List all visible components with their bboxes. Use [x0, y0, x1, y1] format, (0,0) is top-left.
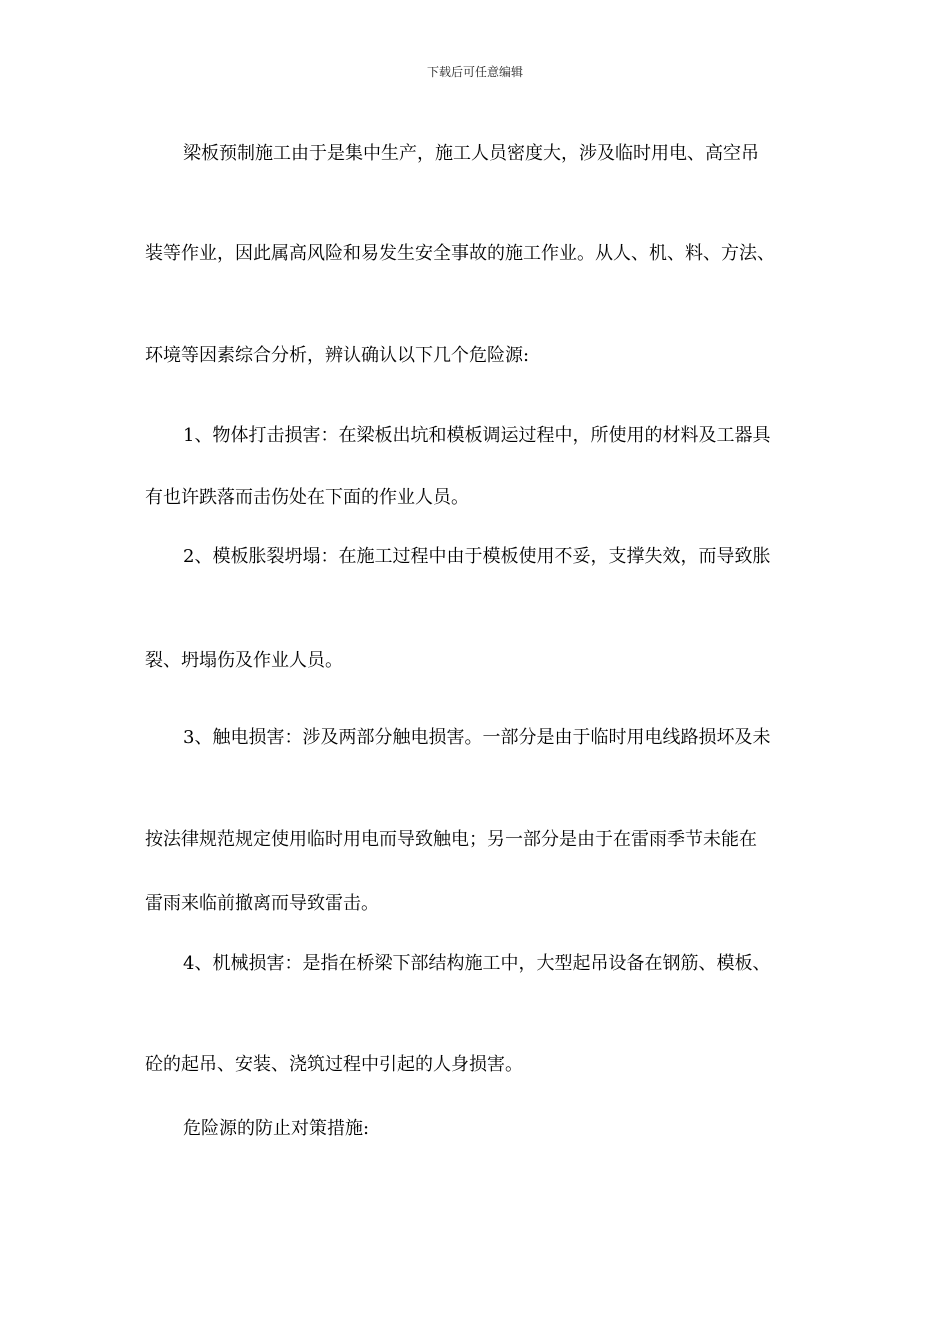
paragraph-hazard-3-line-3: 雷雨来临前撤离而导致雷击。	[145, 893, 379, 914]
paragraph-hazard-1-line-2: 有也许跌落而击伤处在下面的作业人员。	[145, 487, 469, 508]
paragraph-hazard-3-line-2: 按法律规范规定使用临时用电而导致触电；另一部分是由于在雷雨季节未能在	[145, 829, 757, 850]
paragraph-intro-line-1: 梁板预制施工由于是集中生产，施工人员密度大，涉及临时用电、高空吊	[183, 143, 759, 164]
paragraph-intro-line-2: 装等作业，因此属高风险和易发生安全事故的施工作业。从人、机、料、方法、	[145, 243, 775, 264]
page-header-note: 下载后可任意编辑	[426, 65, 523, 79]
paragraph-hazard-4-line-1: 4、机械损害：是指在桥梁下部结构施工中，大型起吊设备在钢筋、模板、	[183, 953, 771, 974]
paragraph-hazard-3-line-1: 3、触电损害：涉及两部分触电损害。一部分是由于临时用电线路损坏及未	[183, 727, 771, 748]
paragraph-hazard-1-line-1: 1、物体打击损害：在梁板出坑和模板调运过程中，所使用的材料及工器具	[183, 425, 771, 446]
paragraph-intro-line-3: 环境等因素综合分析，辨认确认以下几个危险源:	[145, 345, 530, 366]
paragraph-hazard-2-line-2: 裂、坍塌伤及作业人员。	[145, 650, 343, 671]
section-heading-prevention: 危险源的防止对策措施:	[183, 1118, 370, 1139]
paragraph-hazard-2-line-1: 2、模板胀裂坍塌：在施工过程中由于模板使用不妥，支撑失效，而导致胀	[183, 546, 771, 567]
paragraph-hazard-4-line-2: 砼的起吊、安装、浇筑过程中引起的人身损害。	[145, 1054, 523, 1075]
